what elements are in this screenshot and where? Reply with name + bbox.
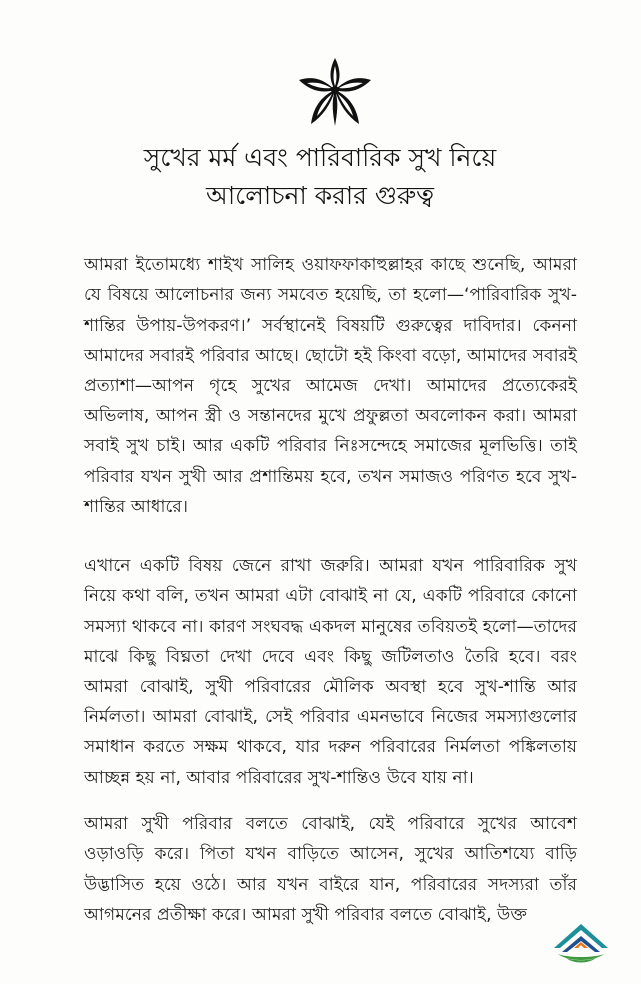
body-paragraph-1: আমরা ইতোমধ্যে শাইখ সালিহ ওয়াফফাকাহুল্লাহর কাছে শুনেছি, আমরা যে বিষয়ে আলোচনার জন্য সমবেত হয়েছি, তা হলো—‘পারিবারিক সুখ-শান্তির উপায়-উপকরণ।’ সর্বস্থানেই বিষয়টি গুরুত্বের দাবিদার। কেননা আমাদের সবারই পরিবার আছে। ছোটো হই কিংবা বড়ো, আমাদের সবারই প্রত্যাশা—আপন গৃহে সুখের আমেজ দেখা। আমাদের প্রত্যেকেরই অভিলাষ, আপন স্ত্রী ও সন্তানদের মুখে প্রফুল্লতা অবলোকন করা। আমরা সবাই সুখ চাই। আর একটি পরিবার নিঃসন্দেহে সমাজের মূলভিত্তি। তাই পরিবার যখন সুখী আর প্রশান্তিময় হবে, তখন সমাজও পরিণত হবে সুখ-শান্তির আধারে। [84,255,577,517]
chapter-title-line-2: আলোচনা করার গুরুত্ব [205,181,435,210]
body-paragraph-2: এখানে একটি বিষয় জেনে রাখা জরুরি। আমরা যখন পারিবারিক সুখ নিয়ে কথা বলি, তখন আমরা এটা বোঝাই না যে, একটি পরিবারে কোনো সমস্যা থাকবে না। কারণ সংঘবদ্ধ একদল মানুষের তবিয়তই হলো—তাদের মাঝে কিছু বিঘ্নতা দেখা দেবে এবং কিছু জটিলতাও তৈরি হবে। বরং আমরা বোঝাই, সুখী পরিবারের মৌলিক অবস্থা হবে সুখ-শান্তি আর নির্মলতা। আমরা বোঝাই, সেই পরিবার এমনভাবে নিজের সমস্যাগুলোর সমাধান করতে সক্ষম থাকবে, যার দরুন পরিবারের নির্মলতা পঙ্কিলতায় আচ্ছন্ন হয় না, আবার পরিবারের সুখ-শান্তিও উবে যায় না। [84,556,577,788]
flower-ornament-icon [295,52,375,132]
body-paragraph-3: আমরা সুখী পরিবার বলতে বোঝাই, যেই পরিবারে সুখের আবেশ ওড়াওড়ি করে। পিতা যখন বাড়িতে আসেন, সুখের আতিশয্যে বাড়ি উদ্ভাসিত হয়ে ওঠে। আর যখন বাইরে যান, পরিবারের সদস্যরা তাঁর আগমনের প্রতীক্ষা করে। আমরা সুখী পরিবার বলতে বোঝাই, উক্ত [84,814,577,925]
chapter-title-line-1: সুখের মর্ম এবং পারিবারিক সুখ নিয়ে [143,143,497,172]
publisher-logo-icon [550,918,612,966]
